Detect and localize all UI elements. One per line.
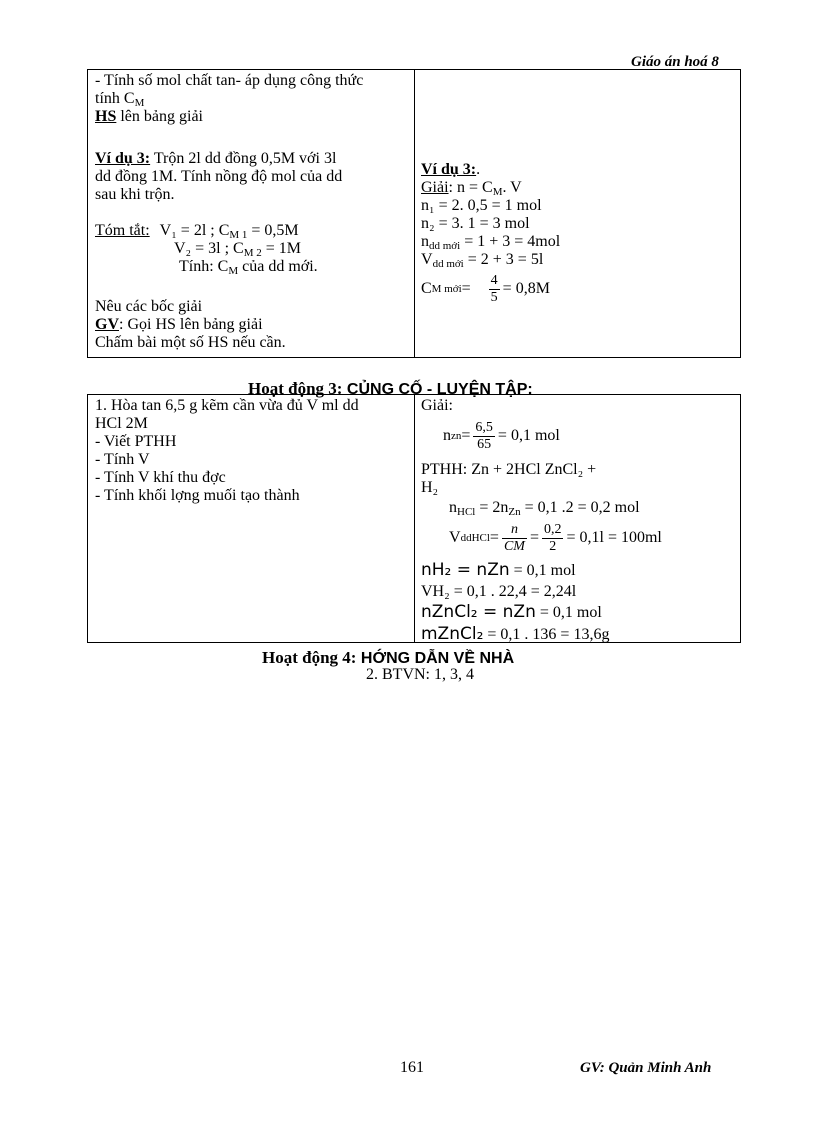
summary-line-1: Tóm tắt: V₁ = 2l ; $C_{M 1} = 0,5M$	[95, 222, 299, 241]
cm-line: C M mới = $\frac{4}{5}$ = 0,8M	[421, 272, 550, 305]
pthh-line-2: H₂	[421, 479, 439, 496]
nhcl-line: $n_{HCl} = 2n_{Zn} = 0,1$ .2 = 0,2 mol	[449, 499, 640, 518]
cm-fraction: $\frac{4}{5}$	[490, 272, 498, 305]
table-2-divider	[414, 394, 415, 643]
hs-line: HS lên bảng giải	[95, 108, 203, 125]
teacher-name: GV: Quản Minh Anh	[580, 1060, 712, 1076]
homework-line: 2. BTVN: 1, 3, 4	[366, 666, 474, 683]
page-number: 161	[400, 1059, 424, 1076]
exercise-line-3: - Viết PTHH	[95, 433, 177, 450]
n1-line: n₁ = 2. 0,5 = 1 mol	[421, 197, 542, 214]
exercise-line-2: HCl 2M	[95, 415, 148, 432]
table-1-right-cell	[421, 161, 739, 309]
exercise-line-4: - Tính V	[95, 451, 150, 468]
summary-line-3: Tính: $C_M$ của dd mới.	[179, 258, 318, 277]
example-line-2: dd đồng 1M. Tính nồng độ mol của dd	[95, 168, 343, 185]
summary-line-2: V₂ = 3l ; $C_{M 2} = 1M$	[174, 240, 301, 259]
task-line: - Tính số mol chất tan- áp dụng công thức	[95, 72, 364, 89]
vdd-fraction-1: $\frac{n}{CM}$	[503, 521, 525, 554]
nzn-fraction: $\frac{6,5}{65}$	[475, 419, 493, 452]
activity-3-heading: Hoạt động 3: CỦNG CỐ - LUYỆN TẬP:	[248, 379, 533, 398]
vh2-line: VH₂ = 0,1 . 22,4 = 2,24l	[421, 583, 577, 600]
mzncl2-line: mZnCl₂ = 0,1 . 136 = 13,6g	[421, 624, 610, 644]
grading-line: Chấm bài một số HS nếu cần.	[95, 334, 286, 351]
table-1-left-cell	[95, 72, 413, 352]
example-line-1: Ví dụ 3: Trộn 2l dd đồng 0,5M với 3l	[95, 150, 337, 167]
vdd-hcl-line: V ddHCl = $\frac{n}{CM}$ = $\frac{0,2}{2}$ = 0,1l = 100ml	[449, 521, 662, 554]
document-header: Giáo án hoá 8	[631, 54, 719, 70]
exercise-line-6: - Tính khối lợng muối tạo thành	[95, 487, 300, 504]
ndd-line: $n_{dd mới} = 1 + 3 = 4mol$	[421, 233, 561, 252]
gv-line: GV: Gọi HS lên bảng giải	[95, 316, 263, 333]
table-2-left-cell	[95, 397, 413, 505]
vdd-fraction-2: $\frac{0,2}{2}$	[543, 521, 562, 554]
pthh-line: PTHH: Zn + 2HCl ZnCl₂ +	[421, 461, 597, 478]
nzn-line: n zn = $\frac{6,5}{65}$ = 0,1 mol	[443, 419, 560, 452]
solve-line: Giải: $n = C_M$. V	[421, 179, 522, 198]
nzncl2-line: nZnCl₂ = nZn = 0,1 mol	[421, 602, 602, 622]
n2-line: n₂ = 3. 1 = 3 mol	[421, 215, 530, 232]
solve-label: Giải:	[421, 397, 453, 414]
exercise-line-5: - Tính V khí thu đợc	[95, 469, 226, 486]
exercise-line-1: 1. Hòa tan 6,5 g kẽm cần vừa đủ V ml dd	[95, 397, 359, 414]
steps-line: Nêu các bốc giải	[95, 298, 203, 315]
nh2-line: nH₂ = nZn = 0,1 mol	[421, 560, 576, 580]
activity-4-heading: Hoạt động 4: HỚNG DẪN VỀ NHÀ	[262, 648, 515, 667]
table-2-right-cell	[421, 397, 739, 647]
vdd-line: $V_{dd mới} = 2 + 3 = 5l$	[421, 251, 544, 270]
example-heading: Ví dụ 3:.	[421, 161, 481, 178]
table-1-divider	[414, 69, 415, 358]
task-formula: tính $C_M$	[95, 90, 145, 109]
example-line-3: sau khi trộn.	[95, 186, 175, 203]
